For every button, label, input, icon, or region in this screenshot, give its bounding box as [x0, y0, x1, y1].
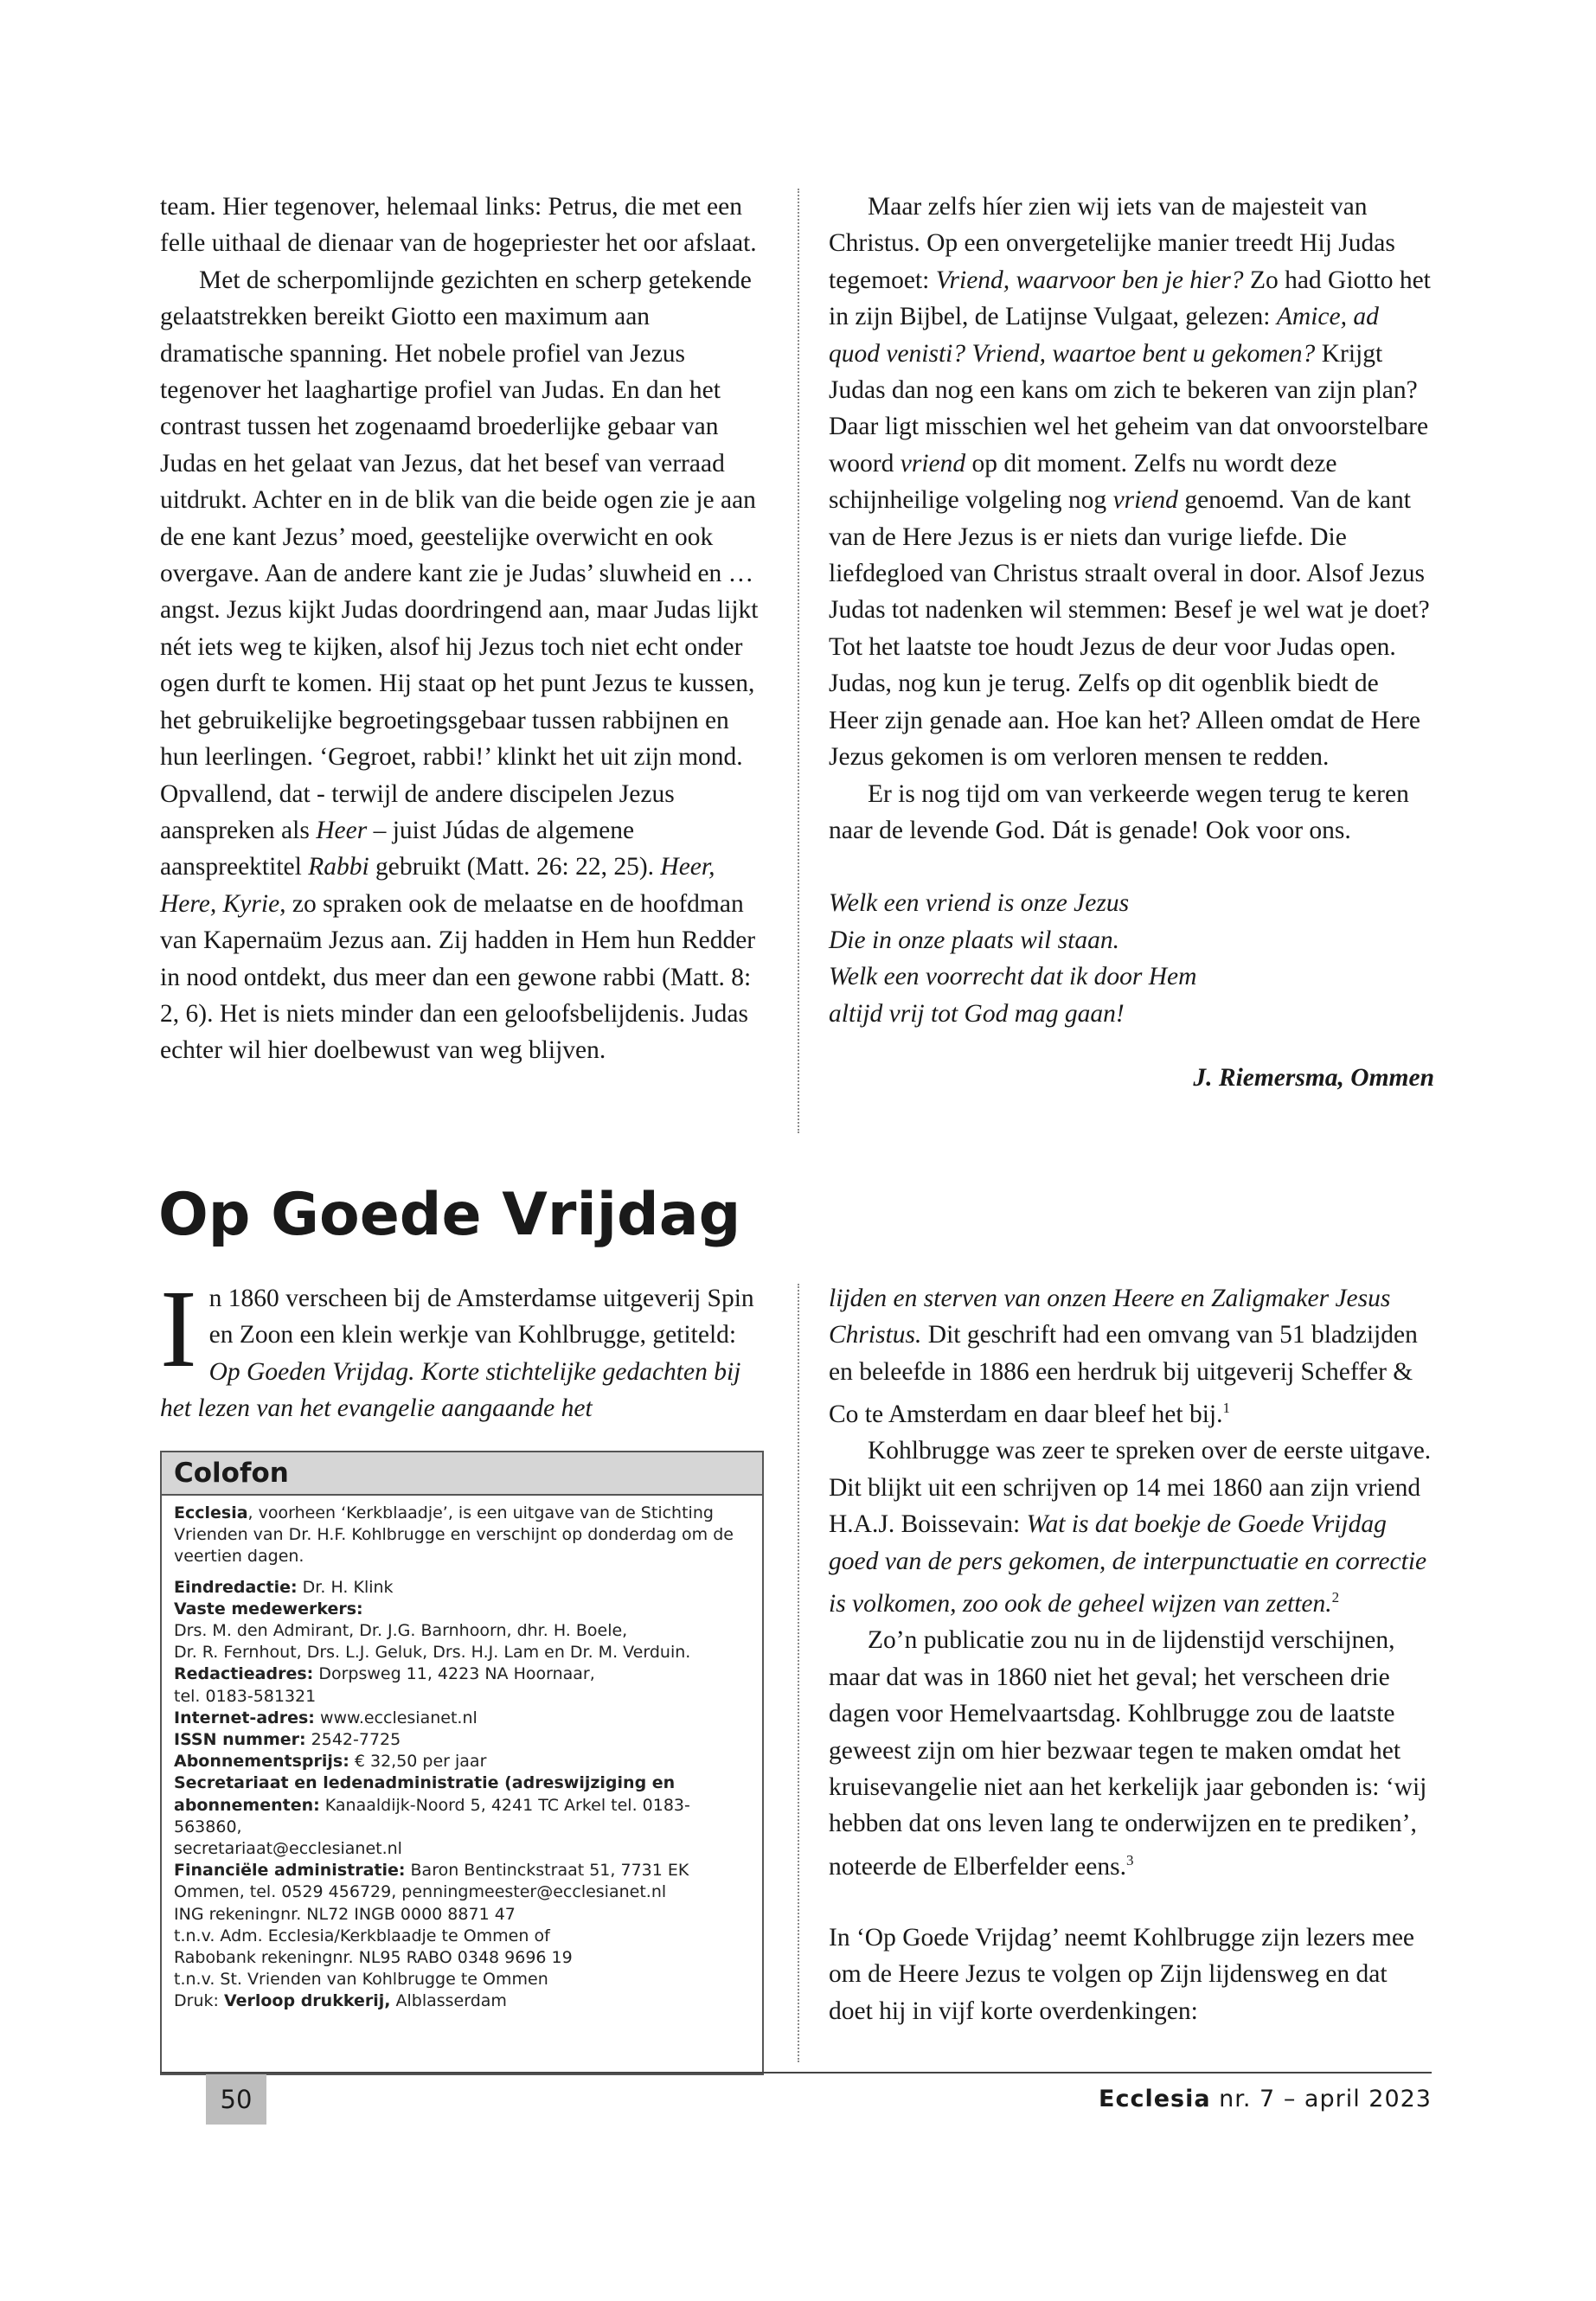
italic-text: Amice, ad quod venisti? Vriend, waartoe bent u gekomen?	[829, 303, 1379, 368]
spacer	[174, 1568, 750, 1577]
section-heading: Op Goede Vrijdag	[158, 1181, 741, 1249]
colofon-text: Baron Bentinckstraat 51, 7731 EK Ommen, tel. 0529 456729, penningmeester@ecclesianet.nl	[174, 1861, 689, 1902]
colofon-title: Colofon	[162, 1452, 762, 1496]
paragraph: In ‘Op Goede Vrijdag’ neemt Kohlbrugge zijn lezers mee om de Heere Jezus te volgen op Zijn lijdensweg en dat doet hij in vijf korte overdenkingen:	[829, 1923, 1415, 2025]
paragraph-text: Zo had Giotto het in zijn Bijbel, de Latijnse Vulgaat, gelezen:	[829, 266, 1431, 331]
poem-line: Welk een voorrecht dat ik door Hem	[829, 963, 1197, 991]
paragraph: team. Hier tegenover, helemaal links: Petrus, die met een felle uithaal de dienaar van de hogepriester het oor afslaat.	[160, 193, 757, 258]
poem	[829, 885, 1434, 1032]
colofon-line	[174, 1751, 750, 1772]
poem-line: altijd vrij tot God mag gaan!	[829, 999, 1125, 1028]
paragraph-text: genoemd. Van de kant van de Here Jezus is er niets dan vurige liefde. Die liefdegloed van Christus straalt overal in door. Alsof Jezus Judas tot nadenken wil stemmen: Besef je wel wat je doet? Tot het laatste toe houdt Jezus de deur voor Judas open. Judas, nog kun je terug. Zelfs op dit ogenblik biedt de Heer zijn genade aan. Hoe kan het? Alleen omdat de Here Jezus gekomen is om verloren mensen te redden.	[829, 486, 1430, 772]
drop-cap: I	[160, 1267, 197, 1390]
paragraph	[160, 1267, 766, 1427]
colofon-text: € 32,50 per jaar	[349, 1752, 487, 1772]
footnote-marker: 3	[1125, 1851, 1134, 1868]
paragraph-text: n 1860 verscheen bij de Amsterdamse uitgeverij Spin en Zoon een klein werkje van Kohlbrugge, getiteld:	[208, 1285, 754, 1349]
paragraph-text: op dit moment. Zelfs nu wordt deze schijnheilige volgeling nog	[829, 449, 1337, 515]
colofon-line: tel. 0183-581321	[174, 1686, 317, 1706]
colofon-line	[174, 1860, 750, 1903]
colofon-line: ING rekeningnr. NL72 INGB 0000 8871 47	[174, 1904, 516, 1924]
colofon-intro	[174, 1503, 750, 1568]
italic-text: lijden en sterven van onzen Heere en Zaligmaker Jesus Christus.	[829, 1285, 1391, 1349]
article-top-left-column	[160, 189, 766, 1069]
colofon-label: Abonnementsprijs:	[174, 1752, 349, 1772]
colofon-text: Kanaaldijk-Noord 5, 4241 TC Arkel tel. 0183-563860,	[174, 1795, 690, 1836]
paragraph	[829, 1622, 1434, 1885]
colofon-box	[160, 1451, 764, 2075]
colofon-line	[174, 1577, 750, 1599]
italic-text: Op Goeden Vrijdag. Korte stichtelijke gedachten bij het lezen van het evangelie aangaande het	[160, 1357, 741, 1423]
paragraph	[829, 1433, 1434, 1622]
colofon-line: Rabobank rekeningnr. NL95 RABO 0348 9696 19	[174, 1948, 573, 1968]
italic-text: vriend	[900, 449, 966, 478]
colofon-label: ISSN nummer:	[174, 1730, 306, 1750]
magazine-name: Ecclesia	[1099, 2086, 1211, 2112]
paragraph	[829, 1280, 1434, 1433]
paragraph-text: zo spraken ook de melaatse en de hoofdman van Kapernaüm Jezus aan. Zij hadden in Hem hun Redder in nood ontdekt, dus meer dan een gewone rabbi (Matt. 8: 2, 6). Het is niets minder dan een geloofsbelijdenis. Judas echter wil hier doelbewust van weg blijven.	[160, 889, 756, 1065]
footer-issue-info	[1099, 2074, 1432, 2125]
colofon-line: Dr. R. Fernhout, Drs. L.J. Geluk, Drs. H.J. Lam en Dr. M. Verduin.	[174, 1643, 691, 1663]
paragraph-text: gebruikt (Matt. 26: 22, 25).	[369, 853, 661, 881]
colofon-text: , voorheen ‘Kerkblaadje’, is een uitgave van de Stichting Vrienden van Dr. H.F. Kohlbrugge en verschijnt op donderdag om de veertien dagen.	[174, 1503, 734, 1567]
colofon-line	[174, 1663, 750, 1685]
paragraph-text: Zo’n publicatie zou nu in de lijdenstijd verschijnen, maar dat was in 1860 niet het geval; het verscheen drie dagen voor Hemelvaartsdag. Kohlbrugge zou de laatste geweest zijn om hier bezwaar tegen te maken omdat het kruisevangelie niet aan het kerkelijk jaar gebonden is: ‘wij hebben dat ons leven lang te onderwijzen en te prediken’, noteerde de Elberfelder eens.	[829, 1626, 1427, 1881]
footnote-marker: 1	[1222, 1400, 1230, 1417]
poem-line: Die in onze plaats wil staan.	[829, 926, 1119, 954]
italic-text: Wat is dat boekje de Goede Vrijdag goed van de pers gekomen, de interpunctuatie en correctie is volkomen, zoo ook de geheel wijzen van zetten.	[829, 1510, 1427, 1618]
page-number: 50	[220, 2085, 253, 2114]
paragraph-text: Dit geschrift had een omvang van 51 bladzijden en beleefde in 1886 een herdruk bij uitgeverij Scheffer & Co te Amsterdam en daar bleef het bij.	[829, 1321, 1418, 1429]
italic-text: Vriend, waarvoor ben je hier?	[935, 266, 1244, 294]
article-bottom-right-column	[829, 1280, 1434, 2029]
colofon-line	[174, 1990, 750, 2012]
website-link[interactable]: www.ecclesianet.nl	[314, 1708, 478, 1727]
footer-divider	[160, 2072, 1432, 2073]
italic-text: Rabbi	[308, 853, 369, 881]
colofon-label: Vaste medewerkers:	[174, 1599, 363, 1618]
column-divider	[798, 1284, 799, 2062]
colofon-line	[174, 1729, 750, 1751]
italic-text: vriend	[1112, 486, 1178, 515]
colofon-label: Verloop drukkerij,	[223, 1991, 391, 2011]
column-divider	[798, 189, 799, 1133]
colofon-line: t.n.v. St. Vrienden van Kohlbrugge te Ommen	[174, 1970, 548, 1990]
colofon-label: Internet-adres:	[174, 1708, 315, 1727]
author-signature: J. Riemersma, Ommen	[1193, 1063, 1434, 1092]
italic-text: Heer	[316, 816, 368, 844]
colofon-text: Dorpsweg 11, 4223 NA Hoornaar,	[313, 1664, 595, 1684]
paragraph	[160, 262, 766, 1069]
colofon-label: Secretariaat en ledenadministratie (adreswijziging en abonnementen:	[174, 1773, 676, 1815]
colofon-line	[174, 1599, 750, 1620]
colofon-line	[174, 1708, 750, 1729]
paragraph-text: Krijgt Judas dan nog een kans om zich te bekeren van zijn plan? Daar ligt misschien wel het geheim van dat onvoorstelbare woord	[829, 339, 1429, 478]
paragraph-text: Met de scherpomlijnde gezichten en scherp getekende gelaatstrekken bereikt Giotto een maximum aan dramatische spanning. Het nobele profiel van Jezus tegenover het laaghartige profiel van Judas. En dan het contrast tussen het zogenaamd broederlijke gebaar van Judas en het gelaat van Jezus, dat het besef van verraad uitdrukt. Achter en in de blik van die beide ogen zie je aan de ene kant Jezus’ moed, geestelijke overwicht en ook overgave. Aan de andere kant zie je Judas’ sluwheid en … angst. Jezus kijkt Judas doordringend aan, maar Judas lijkt nét iets weg te kijken, alsof hij Jezus toch niet echt onder ogen durft te komen. Hij staat op het punt Jezus te kussen, het gebruikelijke begroetingsgebaar tussen rabbijnen en hun leerlingen. ‘Gegroet, rabbi!’ klinkt het uit zijn mond. Opvallend, dat - terwijl de andere discipelen Jezus aanspreken als	[160, 266, 759, 844]
paragraph-text: Kohlbrugge was zeer te spreken over de eerste uitgave. Dit blijkt uit een schrijven op 14 mei 1860 aan zijn vriend H.A.J. Boissevain:	[829, 1437, 1432, 1539]
colofon-label: Financiële administratie:	[174, 1861, 406, 1881]
paragraph-text: – juist Júdas de algemene aanspreektitel	[160, 816, 635, 881]
colofon-line[interactable]: secretariaat@ecclesianet.nl	[174, 1839, 402, 1859]
colofon-line	[174, 1772, 750, 1838]
paragraph	[829, 189, 1434, 776]
article-top-right-column	[829, 189, 1434, 1096]
colofon-text: 2542-7725	[305, 1730, 401, 1750]
colofon-line: Drs. M. den Admirant, Dr. J.G. Barnhoorn, dhr. H. Boele,	[174, 1621, 628, 1641]
footnote-marker: 2	[1331, 1589, 1340, 1606]
colofon-label: Ecclesia	[174, 1503, 248, 1522]
issue-text: nr. 7 – april 2023	[1210, 2086, 1432, 2112]
colofon-label: Eindredactie:	[174, 1577, 298, 1597]
paragraph-text: Maar zelfs híer zien wij iets van de majesteit van Christus. Op een onvergetelijke manier treedt Hij Judas tegemoet:	[829, 193, 1395, 294]
paragraph: Er is nog tijd om van verkeerde wegen terug te keren naar de levende God. Dát is genade! Ook voor ons.	[829, 779, 1409, 844]
colofon-label: Druk:	[174, 1991, 224, 2011]
poem-line: Welk een vriend is onze Jezus	[829, 889, 1130, 918]
colofon-text: Dr. H. Klink	[297, 1577, 394, 1597]
colofon-text: Alblasserdam	[390, 1991, 507, 2011]
colofon-label: Redactieadres:	[174, 1664, 314, 1684]
article-bottom-left-intro	[160, 1267, 766, 1427]
colofon-body	[162, 1496, 762, 2013]
colofon-line: t.n.v. Adm. Ecclesia/Kerkblaadje te Ommen of	[174, 1926, 550, 1945]
italic-text: Heer, Here, Kyrie,	[160, 853, 715, 918]
